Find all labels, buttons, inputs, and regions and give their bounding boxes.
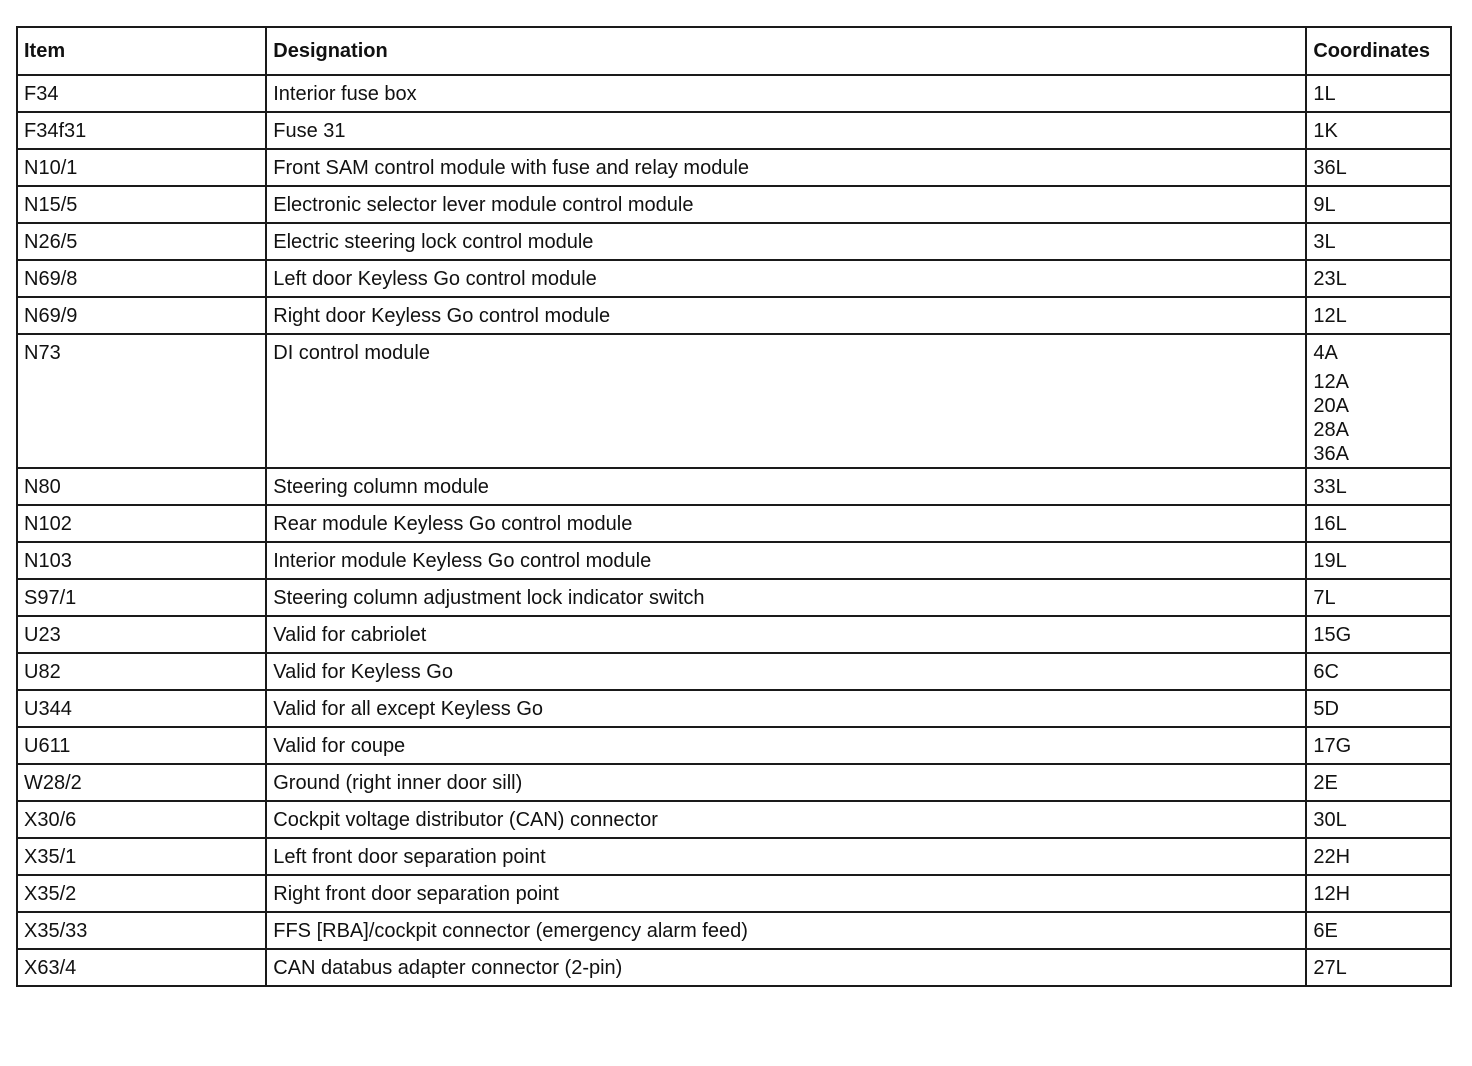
cell-coordinates [1306, 912, 1451, 949]
coordinate-value: 19L [1313, 550, 1347, 572]
cell-designation: Interior fuse box [266, 75, 1306, 112]
cell-designation: Steering column adjustment lock indicator switch [266, 579, 1306, 616]
table-row [17, 505, 1451, 542]
table-row [17, 653, 1451, 690]
cell-designation: Electric steering lock control module [266, 223, 1306, 260]
coordinate-value: 15G [1313, 624, 1352, 646]
cell-item: N69/9 [17, 297, 266, 334]
table-row [17, 949, 1451, 986]
cell-item: X35/2 [17, 875, 266, 912]
cell-coordinates [1306, 616, 1451, 653]
table-row [17, 690, 1451, 727]
header-coordinates: Coordinates [1306, 27, 1451, 75]
cell-coordinates [1306, 690, 1451, 727]
cell-designation: DI control module [266, 334, 1306, 468]
table-row [17, 468, 1451, 505]
cell-designation: Steering column module [266, 468, 1306, 505]
cell-item: N102 [17, 505, 266, 542]
cell-item: X30/6 [17, 801, 266, 838]
coordinate-value: 7L [1313, 587, 1336, 609]
cell-coordinates [1306, 727, 1451, 764]
cell-coordinates [1306, 579, 1451, 616]
coordinate-value: 6C [1313, 661, 1339, 683]
coordinate-value: 27L [1313, 957, 1347, 979]
coordinate-value: 22H [1313, 846, 1351, 868]
table-row [17, 801, 1451, 838]
cell-designation: Fuse 31 [266, 112, 1306, 149]
coordinate-value: 12L [1313, 305, 1347, 327]
cell-designation: Valid for Keyless Go [266, 653, 1306, 690]
coordinate-value: 16L [1313, 513, 1347, 535]
cell-designation: Left front door separation point [266, 838, 1306, 875]
coordinate-value: 23L [1313, 268, 1347, 290]
cell-coordinates [1306, 653, 1451, 690]
cell-item: X35/33 [17, 912, 266, 949]
cell-coordinates [1306, 505, 1451, 542]
cell-item: N26/5 [17, 223, 266, 260]
table-row [17, 727, 1451, 764]
cell-item: X63/4 [17, 949, 266, 986]
coordinate-value: 12A [1313, 371, 1349, 393]
cell-coordinates [1306, 468, 1451, 505]
cell-designation: FFS [RBA]/cockpit connector (emergency alarm feed) [266, 912, 1306, 949]
table-row [17, 223, 1451, 260]
cell-designation: Left door Keyless Go control module [266, 260, 1306, 297]
table-row [17, 75, 1451, 112]
cell-designation: Interior module Keyless Go control module [266, 542, 1306, 579]
cell-coordinates [1306, 112, 1451, 149]
coordinate-value: 33L [1313, 476, 1347, 498]
table-row [17, 875, 1451, 912]
table-row [17, 334, 1451, 468]
cell-coordinates [1306, 764, 1451, 801]
cell-designation: Right front door separation point [266, 875, 1306, 912]
cell-designation: Front SAM control module with fuse and relay module [266, 149, 1306, 186]
cell-coordinates [1306, 75, 1451, 112]
coordinate-value: 2E [1313, 772, 1338, 794]
coordinate-value: 4A [1313, 342, 1338, 364]
cell-designation: Right door Keyless Go control module [266, 297, 1306, 334]
cell-coordinates [1306, 186, 1451, 223]
component-legend-table [16, 26, 1452, 987]
table-row [17, 186, 1451, 223]
header-item: Item [17, 27, 266, 75]
cell-item: N80 [17, 468, 266, 505]
cell-coordinates [1306, 223, 1451, 260]
table-row [17, 616, 1451, 653]
table-row [17, 838, 1451, 875]
cell-coordinates [1306, 334, 1451, 468]
cell-designation: CAN databus adapter connector (2-pin) [266, 949, 1306, 986]
cell-item: U344 [17, 690, 266, 727]
coordinate-value: 12H [1313, 883, 1351, 905]
cell-item: N73 [17, 334, 266, 468]
coordinate-value: 17G [1313, 735, 1352, 757]
coordinate-value: 1L [1313, 83, 1336, 105]
table-header-row [17, 27, 1451, 75]
coordinate-value: 6E [1313, 920, 1338, 942]
cell-item: N69/8 [17, 260, 266, 297]
coordinate-value: 9L [1313, 194, 1336, 216]
cell-coordinates [1306, 801, 1451, 838]
cell-item: N15/5 [17, 186, 266, 223]
table-row [17, 112, 1451, 149]
cell-designation: Ground (right inner door sill) [266, 764, 1306, 801]
cell-item: S97/1 [17, 579, 266, 616]
cell-item: X35/1 [17, 838, 266, 875]
table-row [17, 260, 1451, 297]
coordinate-value: 1K [1313, 120, 1338, 142]
cell-designation: Electronic selector lever module control module [266, 186, 1306, 223]
cell-item: W28/2 [17, 764, 266, 801]
table-row [17, 149, 1451, 186]
cell-coordinates [1306, 297, 1451, 334]
cell-item: U82 [17, 653, 266, 690]
cell-designation: Valid for coupe [266, 727, 1306, 764]
coordinate-value: 30L [1313, 809, 1347, 831]
table-row [17, 297, 1451, 334]
table-row [17, 542, 1451, 579]
cell-item: N10/1 [17, 149, 266, 186]
table-row [17, 912, 1451, 949]
cell-item: N103 [17, 542, 266, 579]
cell-coordinates [1306, 838, 1451, 875]
cell-coordinates [1306, 949, 1451, 986]
coordinate-value: 36L [1313, 157, 1347, 179]
cell-item: F34 [17, 75, 266, 112]
coordinate-value: 5D [1313, 698, 1339, 720]
cell-designation: Valid for all except Keyless Go [266, 690, 1306, 727]
cell-item: U23 [17, 616, 266, 653]
header-designation: Designation [266, 27, 1306, 75]
coordinate-value: 3L [1313, 231, 1336, 253]
cell-item: U611 [17, 727, 266, 764]
table-row [17, 764, 1451, 801]
cell-coordinates [1306, 149, 1451, 186]
cell-coordinates [1306, 542, 1451, 579]
cell-designation: Valid for cabriolet [266, 616, 1306, 653]
cell-designation: Cockpit voltage distributor (CAN) connector [266, 801, 1306, 838]
coordinate-value: 36A [1313, 443, 1349, 465]
cell-item: F34f31 [17, 112, 266, 149]
cell-coordinates [1306, 260, 1451, 297]
coordinate-value: 20A [1313, 395, 1349, 417]
coordinate-value: 28A [1313, 419, 1349, 441]
table-row [17, 579, 1451, 616]
table-body [17, 75, 1451, 986]
cell-designation: Rear module Keyless Go control module [266, 505, 1306, 542]
cell-coordinates [1306, 875, 1451, 912]
